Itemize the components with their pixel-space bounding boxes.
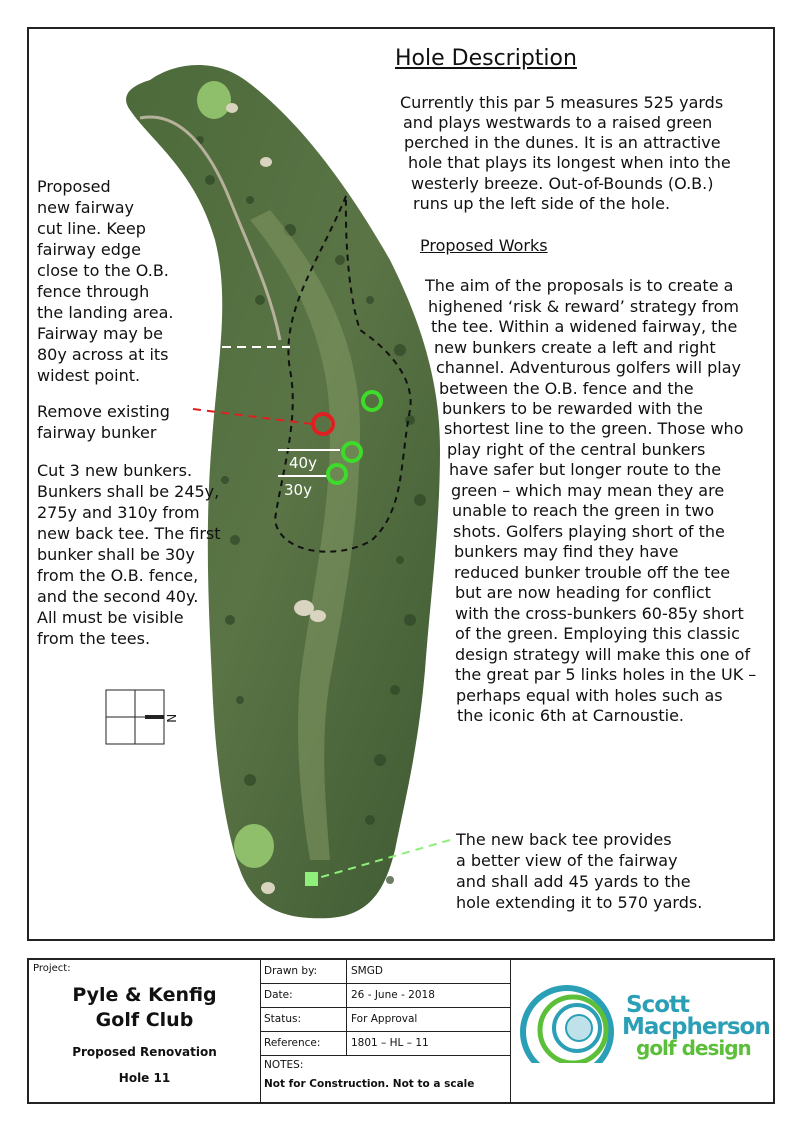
proposed-line: between the O.B. fence and the (439, 379, 694, 398)
bunkers-note-line: and the second 40y. (37, 587, 199, 606)
description-line: westerly breeze. Out-of-Bounds (O.B.) (411, 174, 714, 193)
bunkers-note-line: All must be visible (37, 608, 184, 627)
bunkers-note-line: Bunkers shall be 245y, (37, 482, 220, 501)
tee-note-line: hole extending it to 570 yards. (456, 893, 703, 912)
green-existing (197, 81, 231, 119)
fairway-note-line: fence through (37, 282, 150, 301)
logo-line3: golf design (636, 1036, 751, 1060)
fairway-note-line: cut line. Keep (37, 219, 146, 238)
info-value: 1801 – HL – 11 (351, 1037, 429, 1049)
proposed-line: the great par 5 links holes in the UK – (455, 665, 757, 684)
tee-note-line: and shall add 45 yards to the (456, 872, 691, 891)
info-key: Status: (264, 1013, 301, 1025)
club-name-line2: Golf Club (95, 1009, 194, 1031)
bunkers-note-line: from the tees. (37, 629, 151, 648)
fairway-note-line: the landing area. (37, 303, 174, 322)
info-row (260, 1032, 510, 1056)
fairway-note-line: close to the O.B. (37, 261, 169, 280)
description-line: hole that plays its longest when into the (408, 153, 731, 172)
info-row (260, 960, 510, 984)
info-row (260, 1008, 510, 1032)
new-back-tee-marker (305, 872, 318, 886)
tee-area (234, 824, 274, 868)
remove-note-line: fairway bunker (37, 423, 157, 442)
info-value: 26 - June - 2018 (351, 989, 435, 1001)
notes-text: Not for Construction. Not to a scale (264, 1078, 475, 1090)
hole-description-heading: Hole Description (395, 46, 577, 71)
logo-swirl-icon (523, 988, 625, 1083)
description-line: runs up the left side of the hole. (413, 194, 671, 213)
project-panel (29, 960, 261, 1102)
notes-label: NOTES: (264, 1059, 304, 1071)
info-key: Reference: (264, 1037, 321, 1049)
proposed-line: bunkers may find they have (454, 542, 679, 561)
bunkers-note-line: from the O.B. fence, (37, 566, 199, 585)
proposed-line: the tee. Within a widened fairway, the (431, 317, 738, 336)
fairway-note-line: widest point. (37, 366, 141, 385)
proposed-line: shots. Golfers playing short of the (453, 522, 725, 541)
info-key: Drawn by: (264, 965, 318, 977)
north-arrow (106, 690, 164, 744)
proposed-works-heading: Proposed Works (420, 236, 548, 255)
fairway-note-line: new fairway (37, 198, 134, 217)
fairway-note-line: 80y across at its (37, 345, 169, 364)
proposed-line: of the green. Employing this classic (455, 624, 740, 643)
proposed-line: but are now heading for conflict (455, 583, 711, 602)
remove-note-line: Remove existing (37, 402, 170, 421)
proposed-line: shortest line to the green. Those who (444, 419, 744, 438)
tee-note-line: The new back tee provides (456, 830, 672, 849)
project-subtitle: Proposed Renovation (72, 1045, 217, 1059)
proposed-line: unable to reach the green in two (452, 501, 715, 520)
proposed-line: new bunkers create a left and right (434, 338, 716, 357)
tee-note-line: a better view of the fairway (456, 851, 678, 870)
fairway-note-line: fairway edge (37, 240, 141, 259)
proposed-line: reduced bunker trouble off the tee (454, 563, 731, 582)
proposed-line: design strategy will make this one of (455, 645, 751, 664)
bunkers-note-line: Cut 3 new bunkers. (37, 461, 193, 480)
fairway-note-line: Proposed (37, 177, 111, 196)
bunkers-note-line: 275y and 310y from (37, 503, 200, 522)
bunkers-note-line: new back tee. The first (37, 524, 221, 543)
proposed-line: with the cross-bunkers 60-85y short (455, 604, 744, 623)
description-line: Currently this par 5 measures 525 yards (400, 93, 724, 112)
proposed-line: The aim of the proposals is to create a (425, 276, 734, 295)
logo-line1: Scott (626, 992, 689, 1018)
info-key: Date: (264, 989, 293, 1001)
bunkers-note-line: bunker shall be 30y (37, 545, 195, 564)
north-label: N (165, 713, 180, 723)
info-row (260, 984, 510, 1008)
yard-label-40: 40y (289, 454, 317, 472)
proposed-line: play right of the central bunkers (447, 440, 706, 459)
club-name-line1: Pyle & Kenfig (72, 984, 217, 1006)
proposed-line: green – which may mean they are (451, 481, 725, 500)
info-value: SMGD (351, 965, 383, 977)
description-line: perched in the dunes. It is an attractive (404, 133, 721, 152)
proposed-line: have safer but longer route to the (449, 460, 722, 479)
project-label: Project: (33, 963, 71, 974)
proposed-line: highened ‘risk & reward’ strategy from (428, 297, 739, 316)
description-line: and plays westwards to a raised green (403, 113, 713, 132)
info-value: For Approval (351, 1013, 418, 1025)
proposed-line: perhaps equal with holes such as (456, 686, 723, 705)
proposed-line: bunkers to be rewarded with the (442, 399, 703, 418)
hole-number: Hole 11 (118, 1071, 171, 1085)
fairway-note-line: Fairway may be (37, 324, 163, 343)
proposed-line: the iconic 6th at Carnoustie. (457, 706, 685, 725)
yard-label-30: 30y (284, 481, 312, 499)
logo-line2: Macpherson (622, 1014, 770, 1040)
proposed-line: channel. Adventurous golfers will play (436, 358, 741, 377)
